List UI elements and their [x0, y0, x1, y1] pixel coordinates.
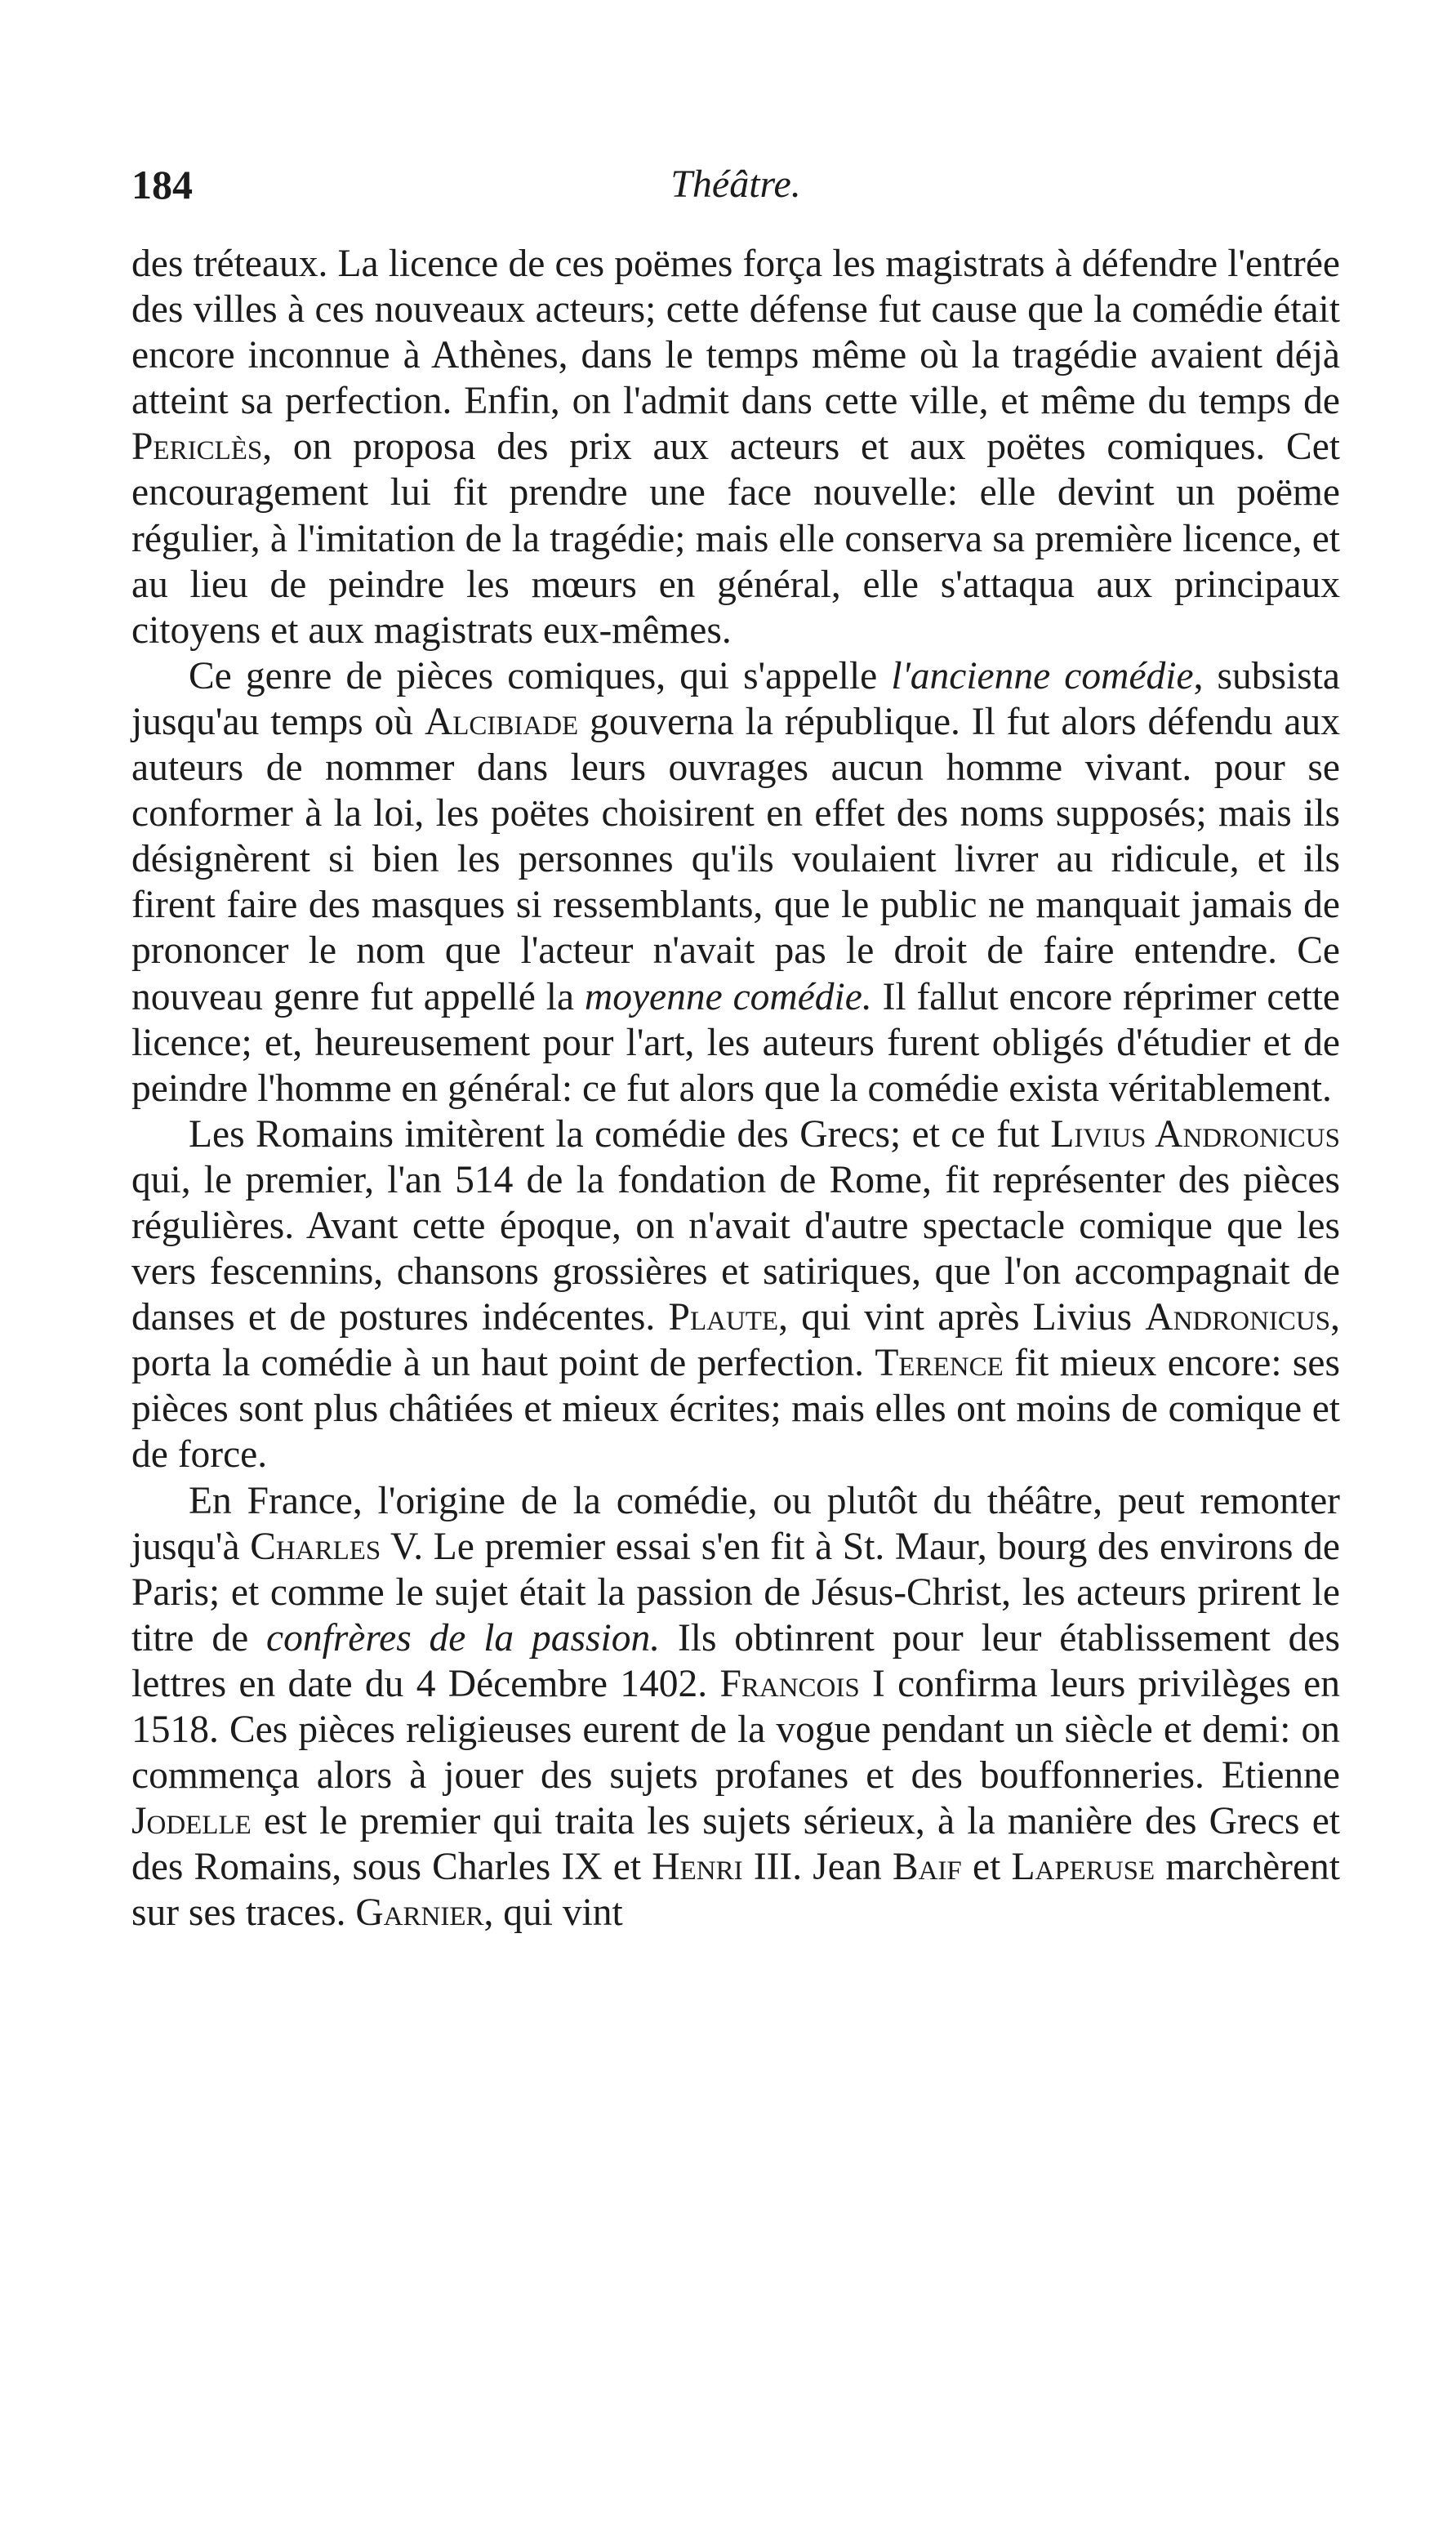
- paragraph: [131, 1112, 1340, 1478]
- person-name: Laperuse: [1011, 1846, 1155, 1889]
- text-run: I confirma leurs privilèges en 1518. Ces pièces religieuses eurent de la vogue pendant un siècle et demi: on commença alors à jouer des sujets profanes et des bouffonneries. Etienne: [131, 1662, 1340, 1798]
- person-name: Henri: [652, 1846, 743, 1889]
- italic-term: confrères de la passion.: [266, 1616, 661, 1660]
- person-name: Francois: [719, 1662, 860, 1705]
- text-run: Il fallut encore réprimer cette licence; et, heureusement pour l'art, les auteurs furent obligés d'étudier et de peindre l'homme en général: ce fut alors que la comédie exista véritablement.: [131, 975, 1340, 1110]
- person-name: Livius Andronicus: [1050, 1112, 1340, 1156]
- text-run: Les Romains imitèrent la comédie des Grecs; et ce fut: [189, 1112, 1051, 1156]
- text-run: qui, le premier, l'an 514 de la fondation de Rome, fit représenter des pièces régulières. Avant cette époque, on n'avait d'autre spectacle comique que les vers fescennins, chansons grossières et satiriques, que l'on accompagnait de danses et de postures indécentes.: [131, 1158, 1340, 1339]
- person-name: Andronicus: [1145, 1296, 1331, 1339]
- text-run: III. Jean: [742, 1846, 893, 1889]
- person-name: Charles: [250, 1525, 381, 1568]
- body-text: [131, 241, 1340, 1936]
- person-name: Baif: [892, 1846, 962, 1889]
- page-header: [131, 160, 1340, 209]
- person-name: Plaute: [668, 1296, 779, 1339]
- paragraph: [131, 653, 1340, 1112]
- text-run: V. Le premier essai s'en fit à St. Maur, bourg des environs de Paris; et comme le sujet était la passion de Jésus-Christ, les acteurs prirent le titre de: [131, 1525, 1340, 1660]
- person-name: Garnier: [355, 1891, 484, 1935]
- running-title: Théâtre.: [670, 163, 801, 206]
- text-run: , on proposa des prix aux acteurs et aux poëtes comiques. Cet encouragement lui fit prendre une face nouvelle: elle devint un poëme régulier, à l'imitation de la tragédie; mais elle conserva sa première licence, et au lieu de peindre les mœurs en général, elle s'attaqua aux principaux citoyens et aux magistrats eux-mêmes.: [131, 425, 1340, 652]
- text-run: , subsista jusqu'au temps où: [131, 654, 1340, 743]
- text-run: est le premier qui traita les sujets sérieux, à la manière des Grecs et des Romains, sous Charles IX et: [131, 1800, 1340, 1889]
- person-name: Periclès: [131, 425, 263, 469]
- text-run: Ils obtinrent pour leur établissement des lettres en date du 4 Décembre 1402.: [131, 1616, 1341, 1705]
- person-name: Alcibiade: [424, 700, 579, 743]
- text-run: , qui vint après Livius: [778, 1296, 1146, 1339]
- text-run: Ce genre de pièces comiques, qui s'appelle: [189, 654, 892, 697]
- paragraph: [131, 241, 1340, 653]
- text-run: gouverna la république. Il fut alors défendu aux auteurs de nommer dans leurs ouvrages aucun homme vivant. pour se conformer à la loi, les poëtes choisirent en effet des noms supposés; mais ils désignèrent si bien les personnes qu'ils voulaient livrer au ridicule, et ils firent faire des masques si ressemblants, que le public ne manquait jamais de prononcer le nom que l'acteur n'avait pas le droit de faire entendre. Ce nouveau genre fut appellé la: [131, 700, 1340, 1018]
- text-run: fit mieux encore: ses pièces sont plus châtiées et mieux écrites; mais elles ont moins de comique et de force.: [131, 1342, 1340, 1477]
- person-name: Jodelle: [131, 1800, 252, 1843]
- italic-term: moyenne comédie.: [584, 975, 872, 1018]
- page-number: 184: [131, 162, 193, 207]
- person-name: Terence: [875, 1342, 1004, 1385]
- text-run: marchèrent sur ses traces.: [131, 1846, 1341, 1935]
- text-run: , qui vint: [483, 1891, 623, 1935]
- text-run: des tréteaux. La licence de ces poëmes força les magistrats à défendre l'entrée des villes à ces nouveaux acteurs; cette défense fut cause que la comédie était encore inconnue à Athènes, dans le temps même où la tragédie avaient déjà atteint sa perfection. Enfin, on l'admit dans cette ville, et même du temps de: [131, 243, 1340, 423]
- italic-term: l'ancienne comédie: [891, 654, 1194, 697]
- paragraph: [131, 1478, 1340, 1936]
- text-run: , porta la comédie à un haut point de perfection.: [131, 1296, 1340, 1385]
- text-run: En France, l'origine de la comédie, ou plutôt du théâtre, peut remonter jusqu'à: [131, 1479, 1340, 1568]
- text-run: et: [961, 1846, 1012, 1889]
